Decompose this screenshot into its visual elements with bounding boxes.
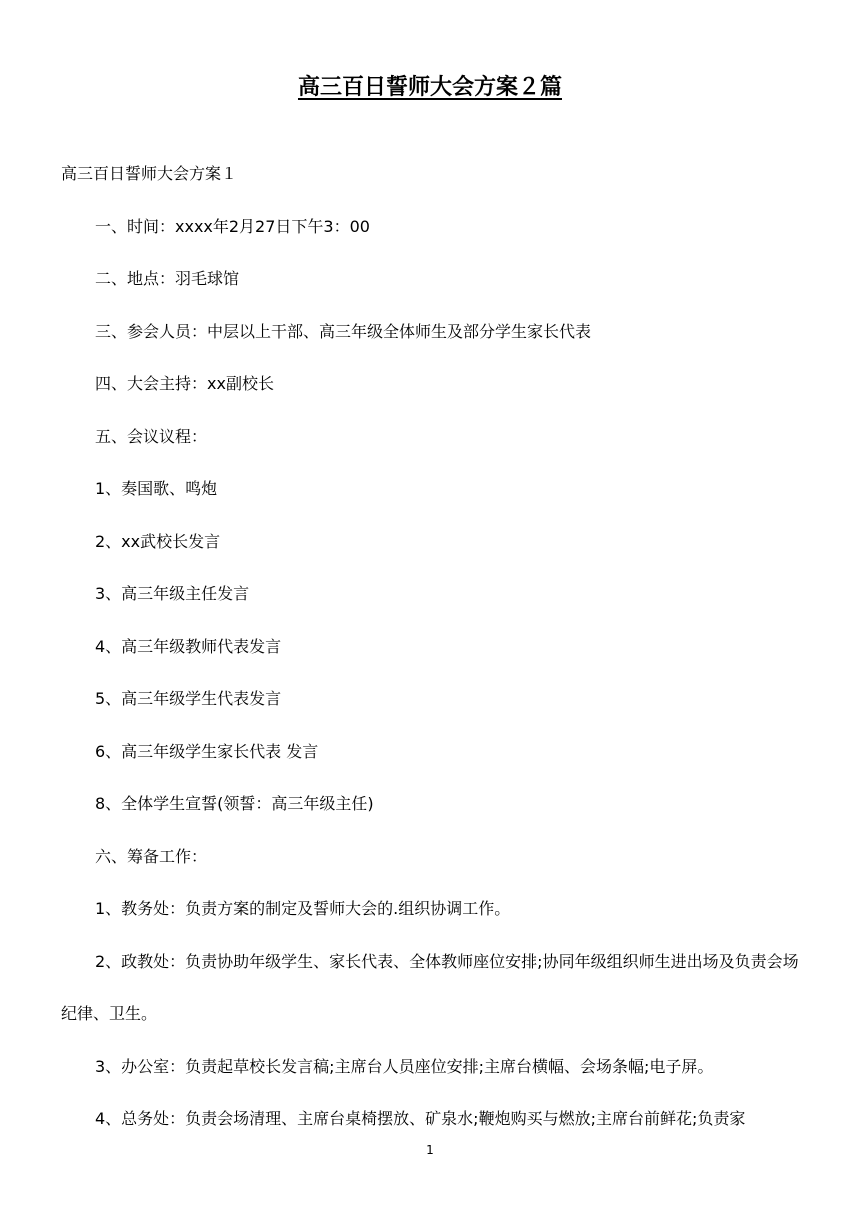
agenda-item: 1、奏国歌、鸣炮 [95,479,218,498]
paragraph-agenda-heading: 五、会议议程： [95,426,208,446]
document-body [61,148,805,1146]
agenda-item: 6、高三年级学生家长代表 发言 [95,741,319,761]
page-number: 1 [426,1143,434,1157]
document-title [0,70,860,106]
document-title-text: 高三百日誓师大会方案２篇 [297,75,562,100]
paragraph-time: 一、时间：xxxx年2月27日下午3：00 [95,216,370,236]
paragraph-attendees: 三、参会人员：中层以上干部、高三年级全体师生及部分学生家长代表 [95,321,592,341]
agenda-item: 5、高三年级学生代表发言 [95,689,282,708]
agenda-item: 4、高三年级教师代表发言 [95,636,282,656]
agenda-item: 3、高三年级主任发言 [95,584,250,603]
section-heading: 高三百日誓师大会方案１ [61,164,238,183]
prep-item: 2、政教处：负责协助年级学生、家长代表、全体教师座位安排;协同年级组织师生进出场及负责会场纪律、卫生。 [61,951,799,1023]
prep-item: 4、总务处：负责会场清理、主席台桌椅摆放、矿泉水;鞭炮购买与燃放;主席台前鲜花;负责家 [95,1109,746,1128]
prep-item: 3、办公室：负责起草校长发言稿;主席台人员座位安排;主席台横幅、会场条幅;电子屏。 [95,1056,714,1076]
agenda-item: 2、xx武校长发言 [95,531,221,551]
paragraph-host: 四、大会主持：xx副校长 [95,374,274,393]
agenda-item: 8、全体学生宣誓(领誓：高三年级主任) [95,794,374,813]
prep-item: 1、教务处：负责方案的制定及誓师大会的.组织协调工作。 [95,899,511,918]
paragraph-location: 二、地点：羽毛球馆 [95,269,240,288]
paragraph-prep-heading: 六、筹备工作： [95,846,208,866]
